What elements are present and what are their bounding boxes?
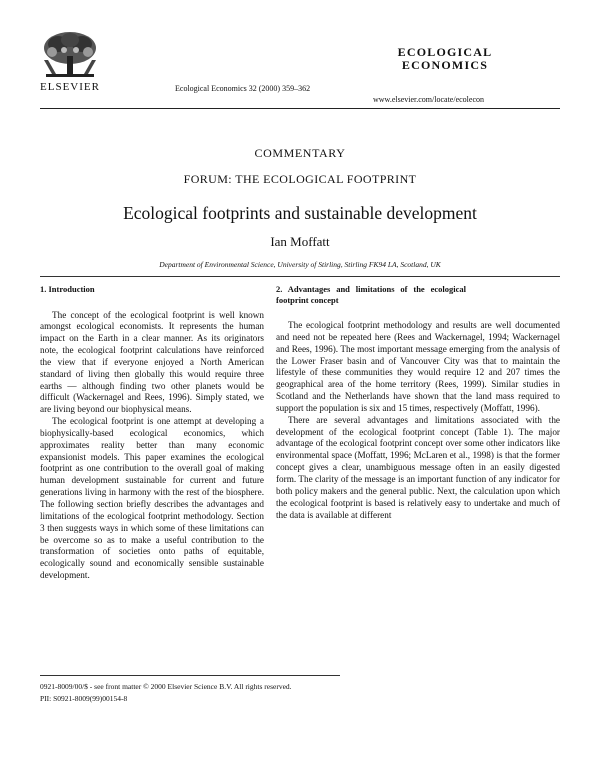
section-1-paragraph-2: The ecological footprint is one attempt at developing a biophysically-based ecological economics, which approximates reality better than many economic expansionist models. This paper examines the ecological footprint as one contribution to the overall goal of making human development sustainable for current and future generations living in harmony with the rest of the biosphere. The following section briefly describes the advantages and limitations of the ecological footprint methodology. Section 3 then suggests ways in which some of these limitations can be overcome so as to make a useful contribution to the transformation of societies onto paths of equitable, ecologically sound and economically sensible sustainable development. xyxy=(40,416,264,581)
header-divider xyxy=(40,108,560,109)
journal-name-line-1: ECOLOGICAL xyxy=(397,45,493,59)
forum-heading: FORUM: THE ECOLOGICAL FOOTPRINT xyxy=(183,172,417,186)
journal-url-link[interactable]: www.elsevier.com/locate/ecolecon xyxy=(373,95,484,104)
section-2-paragraph-2: There are several advantages and limitations associated with the development of the ecological footprint concept (Table 1). The major advantage of the ecological footprint concept over some other indicators like environmental space (Moffatt, 1996; McLaren et al., 1998) is that the former concept gives a clear, unambiguous message often in an easily digested form. The clarity of the message is an important function of any indicator for both policy makers and the general public. Next, the calculation upon which the ecological footprint is based is relatively easy to undertake and much of the data is available at different xyxy=(276,414,560,520)
left-column xyxy=(40,284,264,582)
author-name: Ian Moffatt xyxy=(270,234,330,249)
elsevier-logo xyxy=(38,30,102,93)
journal-name-line-2: ECONOMICS xyxy=(401,58,489,72)
copyright-footer xyxy=(40,681,292,705)
journal-name xyxy=(395,46,495,72)
copyright-line: 0921-8009/00/$ - see front matter © 2000 Elsevier Science B.V. All rights reserved. xyxy=(40,682,292,691)
footer-divider xyxy=(40,675,340,676)
section-1-paragraph-1: The concept of the ecological footprint is well known amongst ecological economists. It represents the human impact on the Earth in a clear manner. As its originators note, the ecological footprint calculations have reinforced the view that if everyone enjoyed a North American standard of living then globally this would require three earths — although finding two other planets would be difficult (Wackernagel and Rees, 1996). Simply stated, we are living beyond our biophysical means. xyxy=(40,309,264,415)
title-divider xyxy=(40,276,560,277)
publisher-wordmark: ELSEVIER xyxy=(40,81,100,93)
right-column xyxy=(276,284,560,521)
section-1-heading: 1. Introduction xyxy=(40,284,95,294)
article-type: COMMENTARY xyxy=(254,146,346,160)
pii-line: PII: S0921-8009(99)00154-8 xyxy=(40,694,128,703)
section-2-heading: 2. Advantages and limitations of the ecological footprint concept xyxy=(276,284,466,305)
elsevier-tree-emblem-icon xyxy=(38,30,102,80)
article-title: Ecological footprints and sustainable development xyxy=(123,203,477,223)
journal-reference: Ecological Economics 32 (2000) 359–362 xyxy=(175,84,311,93)
author-affiliation: Department of Environmental Science, University of Stirling, Stirling FK94 LA, Scotland, UK xyxy=(159,260,441,269)
section-2-paragraph-1: The ecological footprint methodology and results are well documented and need not be repeated here (Rees and Wackernagel, 1994; Wackernagel and Rees, 1996). The most important message emerging from the analysis of the Lower Fraser basin and of Vancouver City was that to maintain the lifestyle of these communities they would require 12 and 207 times the geographical area of the home territory (Rees, 1999). Similar studies in Scotland and the Netherlands have shown that the land mass required to support the population is six and 15 times, respectively (Moffatt, 1996). xyxy=(276,320,560,413)
